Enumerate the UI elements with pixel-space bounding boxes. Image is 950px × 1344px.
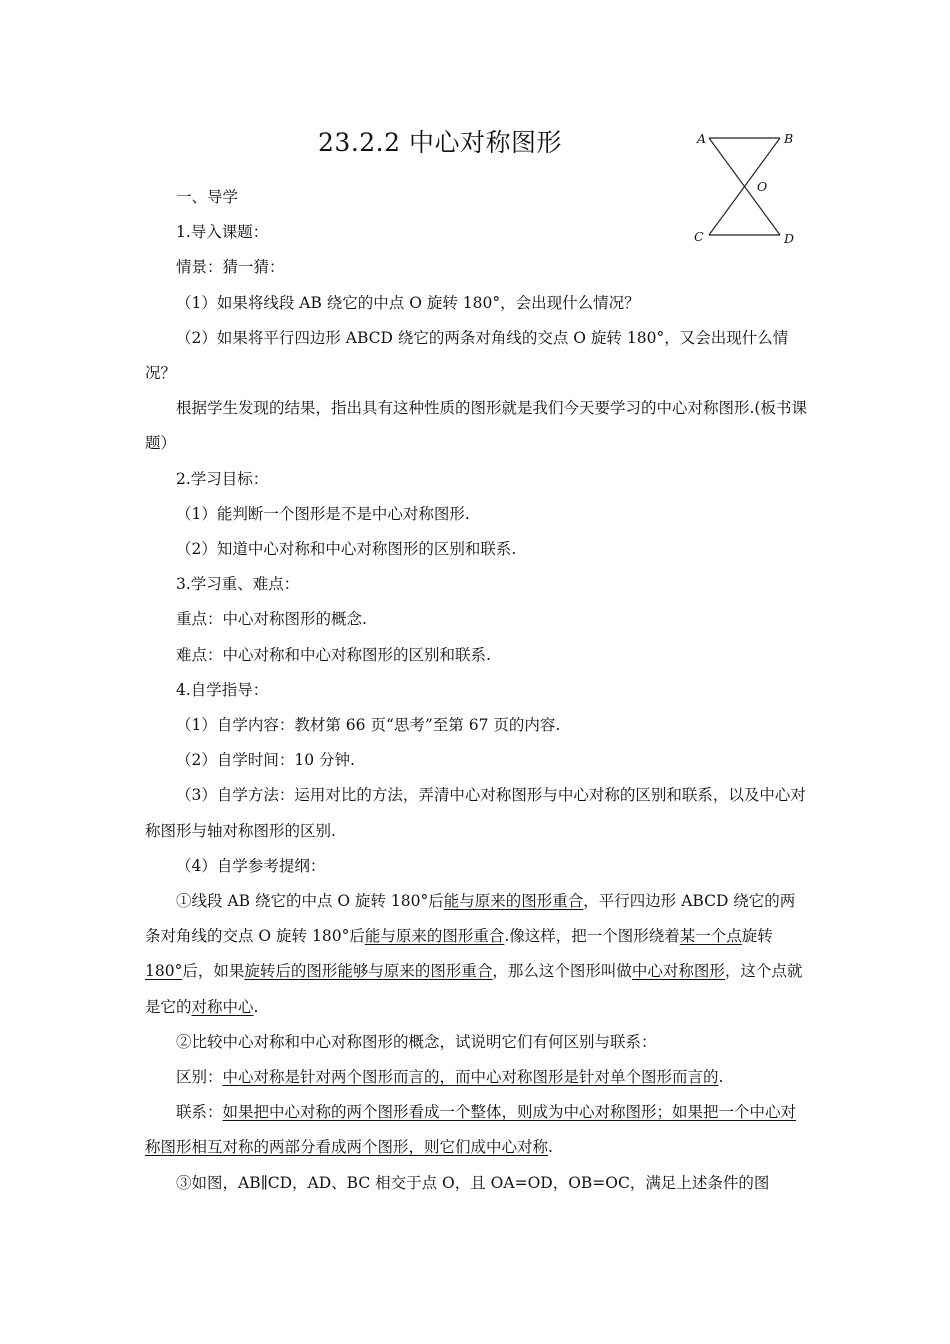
goal-2: （2）知道中心对称和中心对称图形的区别和联系.	[176, 540, 517, 559]
fill-blank: 对称中心	[191, 997, 254, 1016]
subheading-goals: 2.学习目标：	[176, 469, 269, 488]
text-run: .	[548, 1138, 553, 1157]
page-title: 23.2.2 中心对称图形	[318, 128, 562, 157]
document-body	[145, 180, 807, 1201]
label-o: O	[757, 179, 768, 194]
connection-line	[145, 1095, 807, 1165]
self-study-time: （2）自学时间：10 分钟.	[176, 751, 355, 770]
difficult-point: 难点：中心对称和中心对称图形的区别和联系.	[176, 645, 491, 664]
difference-answer: 中心对称是针对两个图形而言的，而中心对称图形是针对单个图形而言的	[222, 1068, 719, 1087]
text-run: .	[253, 997, 259, 1016]
fill-blank: 旋转后的图形能够与原来的图形重合	[244, 962, 493, 981]
intro-paragraph: 根据学生发现的结果，指出具有这种性质的图形就是我们今天要学习的中心对称图形.(板书课题）	[145, 399, 807, 453]
subheading-key-points: 3.学习重、难点：	[176, 575, 300, 594]
text-run: ，这个点就是它的	[145, 962, 803, 1016]
fill-blank: 180°	[145, 962, 183, 981]
difference-label: 区别：	[176, 1068, 223, 1087]
scenario-line: 情景：猜一猜：	[176, 258, 285, 277]
text-run: ①线段 AB 绕它的中点 O 旋转 180°后	[176, 892, 444, 911]
difference-line	[145, 1060, 807, 1095]
text-run: 旋转	[741, 927, 773, 946]
question-1: （1）如果将线段 AB 绕它的中点 O 旋转 180°，会出现什么情况？	[176, 293, 640, 312]
self-study-content: （1）自学内容：教材第 66 页“思考”至第 67 页的内容.	[176, 716, 561, 735]
fill-blank: 能与原来的图形重合	[443, 892, 584, 911]
outline-item-1	[145, 884, 807, 1025]
key-point: 重点：中心对称图形的概念.	[176, 610, 367, 629]
text-run: ，平行四边形 ABCD 绕它的两条对角线的交点 O 旋转 180°后	[145, 892, 796, 946]
outline-item-2: ②比较中心对称和中心对称图形的概念，试说明它们有何区别与联系：	[176, 1032, 657, 1051]
label-a: A	[697, 131, 707, 146]
subheading-self-study: 4.自学指导：	[176, 680, 269, 699]
section-heading-guide: 一、导学	[176, 188, 239, 206]
subheading-intro: 1.导入课题：	[176, 223, 269, 242]
goal-1: （1）能判断一个图形是不是中心对称图形.	[176, 504, 470, 523]
fill-blank: 中心对称图形	[631, 962, 725, 981]
label-c: C	[694, 229, 704, 244]
text-run: 后，如果	[182, 962, 245, 981]
label-b: B	[784, 131, 794, 146]
label-d: D	[784, 231, 795, 246]
text-run: .	[718, 1068, 724, 1087]
connection-label: 联系：	[176, 1103, 223, 1122]
outline-item-3: ③如图，AB∥CD，AD、BC 相交于点 O，且 OA=OD，OB=OC，满足上述条件的图	[176, 1173, 770, 1192]
text-run: ，那么这个图形叫做	[492, 962, 632, 981]
question-2: （2）如果将平行四边形 ABCD 绕它的两条对角线的交点 O 旋转 180°，又会出现什么情况？	[145, 328, 789, 383]
text-run: .像这样，把一个图形绕着	[504, 927, 680, 946]
connection-answer: 如果把中心对称的两个图形看成一个整体，则成为中心对称图形；如果把一个中心对称图形相互对称的两部分看成两个图形，则它们成中心对称	[145, 1103, 797, 1157]
fill-blank: 能与原来的图形重合	[364, 927, 505, 946]
self-study-outline: （4）自学参考提纲：	[176, 856, 326, 875]
fill-blank: 某一个点	[679, 927, 742, 946]
self-study-method: （3）自学方法：运用对比的方法，弄清中心对称图形与中心对称的区别和联系，以及中心对称图形与轴对称图形的区别.	[145, 786, 806, 840]
